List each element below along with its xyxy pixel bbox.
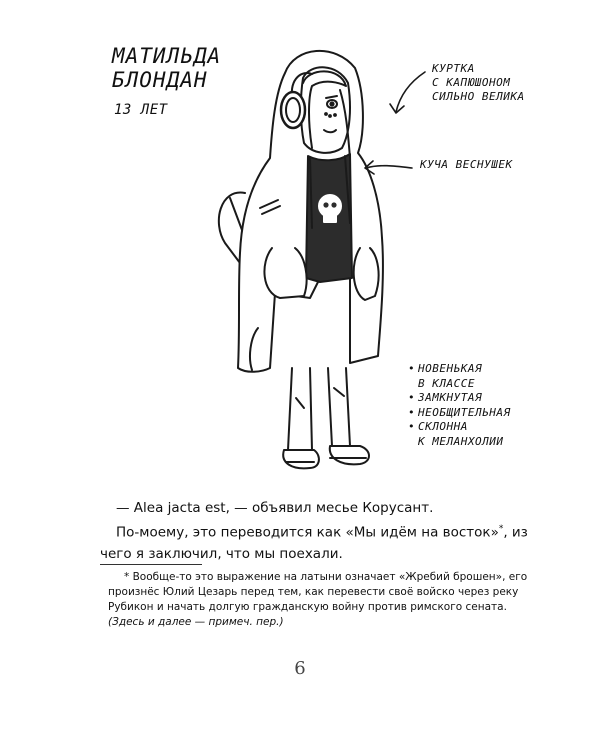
jacket-annotation-line: СИЛЬНО ВЕЛИКА <box>432 90 525 103</box>
traits-list <box>408 362 511 449</box>
jacket-annotation-line: С КАПЮШОНОМ <box>432 76 511 89</box>
trait-line: К МЕЛАНХОЛИИ <box>418 434 504 448</box>
freckles-arrow-icon <box>365 161 412 174</box>
trait-item <box>408 362 511 391</box>
trait-line: ЗАМКНУТАЯ <box>418 391 483 404</box>
jacket-arrow-icon <box>390 72 425 113</box>
footnote-reference: * <box>498 524 504 534</box>
body-text <box>100 498 540 565</box>
character-name-line1: МАТИЛЬДА <box>112 44 222 68</box>
paragraph <box>100 519 540 565</box>
trait-item <box>408 406 511 421</box>
trait-line: СКЛОННА <box>418 420 468 433</box>
paragraph: — Alea jacta est, — объявил месье Корусант. <box>116 500 434 516</box>
footnote-note: (Здесь и далее — примеч. пер.) <box>108 616 284 628</box>
freckles-annotation: КУЧА ВЕСНУШЕК <box>420 158 513 171</box>
bullet-icon: • <box>408 391 416 404</box>
jacket-annotation <box>432 62 525 104</box>
jacket-annotation-line: КУРТКА <box>432 62 475 75</box>
trait-item <box>408 391 511 406</box>
bullet-icon: • <box>408 420 416 433</box>
trait-line: В КЛАССЕ <box>418 376 475 390</box>
page-number: 6 <box>294 658 306 679</box>
character-age: 13 ЛЕТ <box>114 102 168 118</box>
bullet-icon: • <box>408 362 416 375</box>
character-name-line2: БЛОНДАН <box>112 68 208 92</box>
footnote <box>108 570 538 630</box>
trait-line: НЕОБЩИТЕЛЬНАЯ <box>418 405 511 419</box>
trait-item <box>408 420 511 449</box>
paragraph-text: , из чего я заключил, что мы поехали. <box>100 524 528 562</box>
paragraph-text: По-моему, это переводится как «Мы идём на восток» <box>116 524 499 541</box>
bullet-icon: • <box>408 405 416 419</box>
trait-line: НОВЕНЬКАЯ <box>418 362 483 375</box>
footnote-divider <box>100 564 202 565</box>
footnote-marker: * <box>124 571 130 583</box>
footnote-text: Вообще-то это выражение на латыни означает «Жребий брошен», его произнёс Юлий Цезарь перед тем, как перевести своё войско через реку Рубикон и начать долгую гражданскую войну против римского сената. <box>108 571 528 613</box>
